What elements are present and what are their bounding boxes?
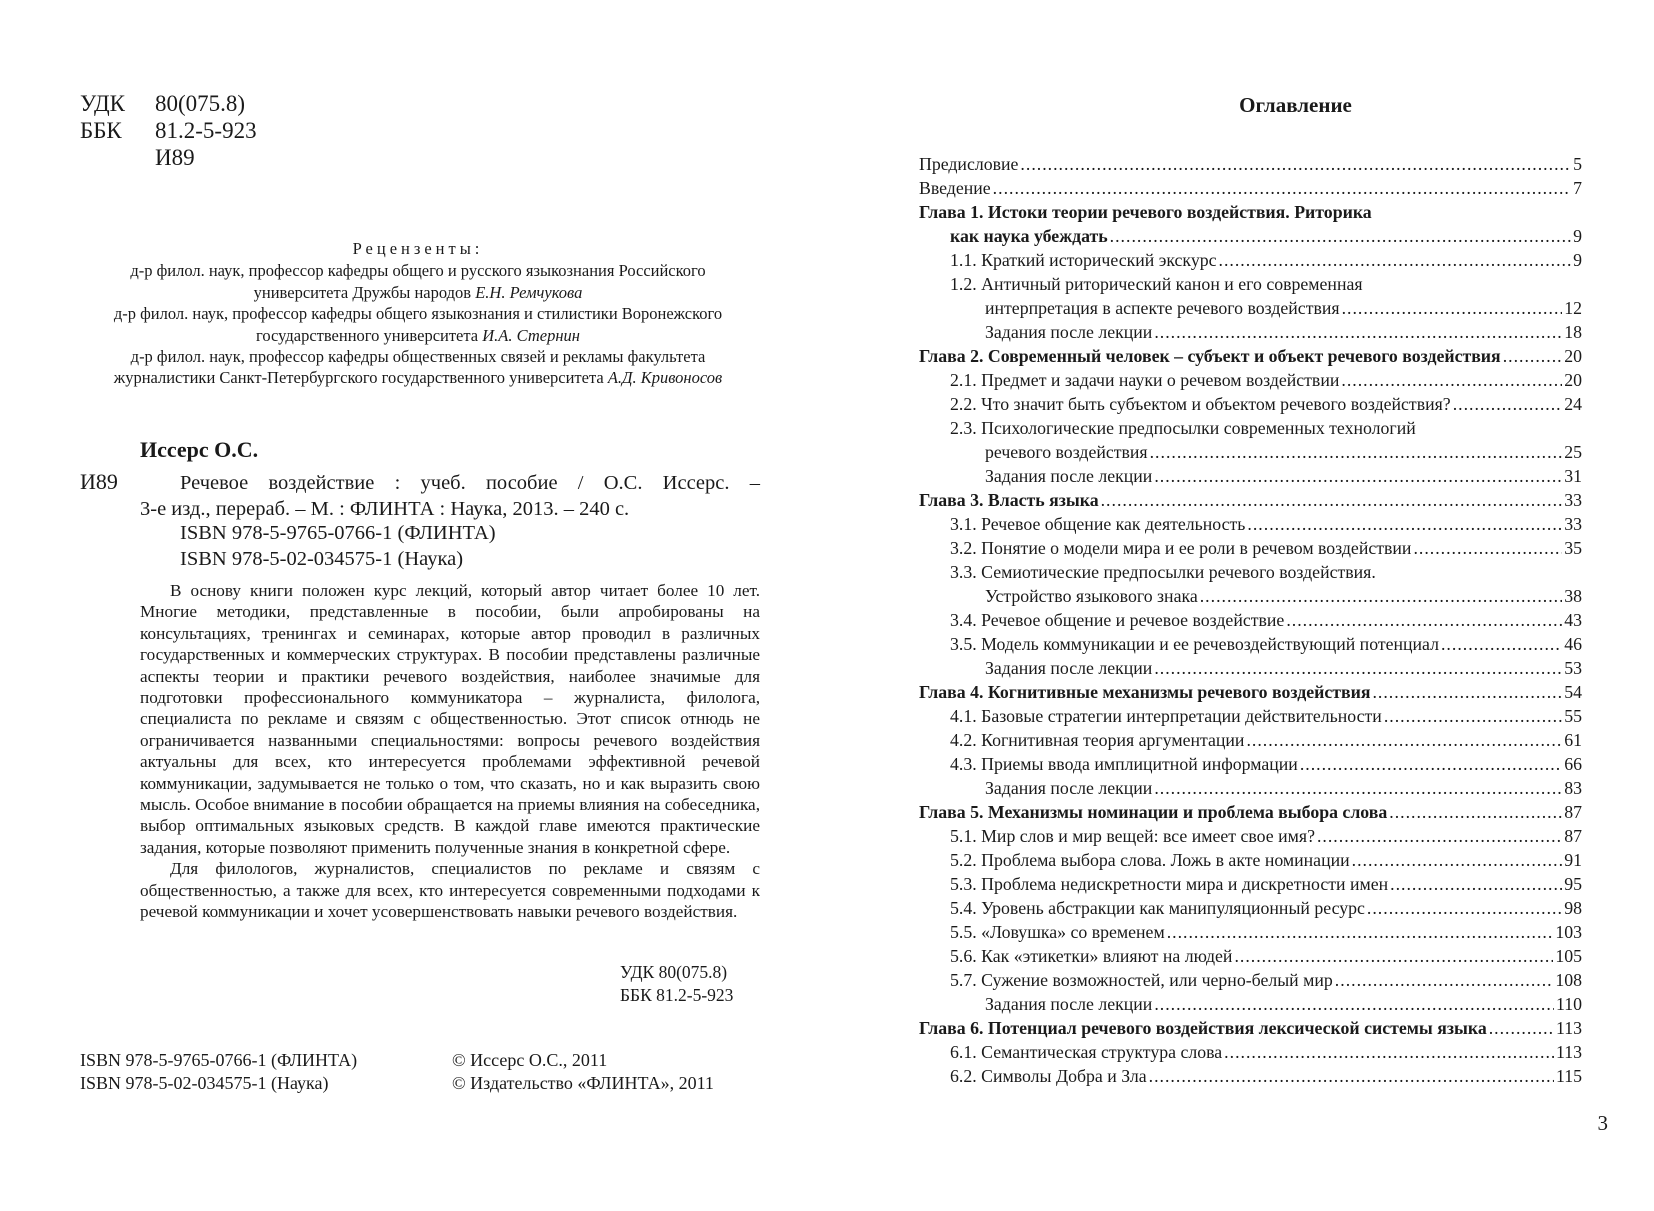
toc-entry[interactable] bbox=[919, 392, 1582, 416]
toc-entry-page: 12 bbox=[1564, 298, 1582, 318]
toc-leader-dots bbox=[1489, 1016, 1554, 1040]
toc-entry-page: 43 bbox=[1564, 610, 1582, 630]
toc-entry-page: 20 bbox=[1564, 346, 1582, 366]
toc-entry-title: Глава 6. Потенциал речевого воздействия лексической системы языка bbox=[919, 1018, 1487, 1038]
toc-leader-dots bbox=[1154, 464, 1562, 488]
toc-entry[interactable] bbox=[919, 200, 1582, 224]
toc-leader-dots bbox=[1154, 992, 1554, 1016]
toc-entry[interactable] bbox=[919, 416, 1582, 440]
reviewer-1-text: д-р филол. наук, профессор кафедры общего и русского языкознания Российского университета Дружбы народов bbox=[130, 261, 706, 302]
toc-leader-dots bbox=[1150, 440, 1563, 464]
toc-leader-dots bbox=[1167, 920, 1554, 944]
toc-entry[interactable] bbox=[919, 656, 1582, 680]
toc-entry-title: Задания после лекции bbox=[985, 658, 1153, 678]
toc-entry-title: 1.2. Античный риторический канон и его современная bbox=[950, 274, 1363, 294]
toc-leader-dots bbox=[1101, 488, 1563, 512]
toc-entry[interactable] bbox=[919, 488, 1582, 512]
abstract-paragraph-1: В основу книги положен курс лекций, который автор читает более 10 лет. Многие методики, представленные в пособии, были апробированы на консультациях, тренингах и семинарах, которые автор проводил в различных государственных и коммерческих структурах. В пособии представлены различные аспекты теории и практики речевого воздействия, наиболее значимые для подготовки профессионального коммуникатора – журналиста, филолога, специалиста по рекламе и связям с общественностью. Этот список отнюдь не ограничивается названными специальностями: вопросы речевого воздействия актуальны для всех, кто интересуется проблемами эффективной речевой коммуникации, задумывается не только о том, что сказать, но и как выразить свою мысль. Особое внимание в пособии обращается на приемы влияния на собеседника, выбор оптимальных языковых средств. В каждой главе имеются практические задания, которые позволяют применить полученные знания в конкретной сфере. bbox=[140, 581, 760, 857]
toc-entry-page: 33 bbox=[1564, 490, 1582, 510]
toc-entry-title: 5.6. Как «этикетки» влияют на людей bbox=[950, 946, 1233, 966]
author-mark: И89 bbox=[155, 145, 195, 170]
copyright-publisher: © Издательство «ФЛИНТА», 2011 bbox=[452, 1073, 714, 1093]
toc-leader-dots bbox=[1367, 896, 1562, 920]
toc-entry-page: 31 bbox=[1564, 466, 1582, 486]
toc-entry[interactable] bbox=[919, 440, 1582, 464]
toc-leader-dots bbox=[1154, 776, 1562, 800]
toc-entry[interactable] bbox=[919, 608, 1582, 632]
toc-entry[interactable] bbox=[919, 512, 1582, 536]
reviewer-3 bbox=[82, 346, 754, 389]
toc-entry-page: 9 bbox=[1573, 250, 1582, 270]
copyright-author: © Иссерс О.С., 2011 bbox=[452, 1050, 608, 1070]
toc-leader-dots bbox=[1154, 656, 1562, 680]
toc-entry-page: 66 bbox=[1564, 754, 1582, 774]
toc-entry[interactable] bbox=[919, 464, 1582, 488]
reviewer-2-text: д-р филол. наук, профессор кафедры общего языкознания и стилистики Воронежского государственного университета bbox=[113, 304, 723, 345]
right-page bbox=[827, 0, 1654, 1211]
toc-leader-dots bbox=[1149, 1064, 1554, 1088]
toc-entry-page: 25 bbox=[1564, 442, 1582, 462]
toc-entry-title: Устройство языкового знака bbox=[985, 586, 1198, 606]
toc-leader-dots bbox=[1020, 152, 1571, 176]
toc-entry-page: 115 bbox=[1555, 1066, 1582, 1086]
toc-entry-page: 55 bbox=[1564, 706, 1582, 726]
toc-entry-title: 5.5. «Ловушка» со временем bbox=[950, 922, 1165, 942]
toc-entry-page: 95 bbox=[1564, 874, 1582, 894]
toc-entry[interactable] bbox=[919, 632, 1582, 656]
toc-leader-dots bbox=[1503, 344, 1563, 368]
toc-entry-title: Глава 4. Когнитивные механизмы речевого воздействия bbox=[919, 682, 1371, 702]
reviewers-block bbox=[82, 238, 754, 389]
toc-entry-page: 18 bbox=[1564, 322, 1582, 342]
toc-entry-title: 6.1. Семантическая структура слова bbox=[950, 1042, 1223, 1062]
toc-leader-dots bbox=[1110, 224, 1571, 248]
udk-label: УДК bbox=[80, 91, 125, 116]
toc-entry-title: 5.3. Проблема недискретности мира и дискретности имен bbox=[950, 874, 1389, 894]
toc-entry-page: 53 bbox=[1564, 658, 1582, 678]
page-number: 3 bbox=[1597, 1111, 1608, 1135]
toc-entry-page: 38 bbox=[1564, 586, 1582, 606]
toc-entry-title: 3.5. Модель коммуникации и ее речевоздействующий потенциал bbox=[950, 634, 1439, 654]
toc-entry[interactable] bbox=[919, 680, 1582, 704]
toc-entry-page: 113 bbox=[1555, 1018, 1582, 1038]
toc-entry[interactable] bbox=[919, 704, 1582, 728]
toc-entry-title: 5.7. Сужение возможностей, или черно-белый мир bbox=[950, 970, 1333, 990]
toc-leader-dots bbox=[1389, 800, 1562, 824]
toc-entry-title: 2.1. Предмет и задачи науки о речевом воздействии bbox=[950, 370, 1340, 390]
toc-entry-title: Предисловие bbox=[919, 154, 1019, 174]
card-bibliographic-record bbox=[140, 470, 760, 522]
toc-leader-dots bbox=[1335, 968, 1554, 992]
toc-leader-dots bbox=[993, 176, 1571, 200]
toc-leader-dots bbox=[1219, 248, 1572, 272]
toc-leader-dots bbox=[1372, 680, 1562, 704]
toc-entry-page: 20 bbox=[1564, 370, 1582, 390]
toc-entry[interactable] bbox=[919, 992, 1582, 1016]
toc-leader-dots bbox=[1453, 392, 1563, 416]
toc-entry-title: как наука убеждать bbox=[950, 226, 1108, 246]
toc-entry[interactable] bbox=[919, 296, 1582, 320]
toc-entry-title: речевого воздействия bbox=[985, 442, 1148, 462]
toc-entry-page: 103 bbox=[1555, 922, 1582, 942]
toc-leader-dots bbox=[1317, 824, 1562, 848]
toc-entry-page: 110 bbox=[1555, 994, 1582, 1014]
toc-entry-page: 105 bbox=[1555, 946, 1582, 966]
toc-entry-title: Задания после лекции bbox=[985, 322, 1153, 342]
toc-leader-dots bbox=[1286, 608, 1562, 632]
toc-entry-title: 4.1. Базовые стратегии интерпретации действительности bbox=[950, 706, 1382, 726]
toc-leader-dots bbox=[1384, 704, 1562, 728]
reviewer-2 bbox=[82, 303, 754, 346]
udk-value: 80(075.8) bbox=[155, 91, 246, 116]
reviewers-heading: Рецензенты: bbox=[352, 239, 484, 258]
reviewer-2-name: И.А. Стернин bbox=[482, 325, 580, 345]
toc-entry[interactable] bbox=[919, 776, 1582, 800]
toc-entry[interactable] bbox=[919, 1040, 1582, 1064]
toc-entry[interactable] bbox=[919, 248, 1582, 272]
toc-entry[interactable] bbox=[919, 896, 1582, 920]
toc-entry[interactable] bbox=[919, 344, 1582, 368]
copyright-isbn bbox=[80, 1049, 357, 1095]
toc-leader-dots bbox=[1390, 872, 1562, 896]
toc-entry-title: 5.4. Уровень абстракции как манипуляционный ресурс bbox=[950, 898, 1365, 918]
card-author: Иссерс О.С. bbox=[140, 437, 259, 462]
toc-entry-page: 5 bbox=[1573, 154, 1582, 174]
toc-leader-dots bbox=[1246, 728, 1562, 752]
toc-entry-page: 54 bbox=[1564, 682, 1582, 702]
toc-entry-title: Задания после лекции bbox=[985, 994, 1153, 1014]
toc-entry-page: 24 bbox=[1564, 394, 1582, 414]
toc-entry-page: 83 bbox=[1564, 778, 1582, 798]
toc-leader-dots bbox=[1342, 296, 1563, 320]
toc-entry-page: 113 bbox=[1555, 1042, 1582, 1062]
toc-entry[interactable] bbox=[919, 800, 1582, 824]
bbk-value: 81.2-5-923 bbox=[155, 118, 257, 143]
toc-entry-page: 7 bbox=[1573, 178, 1582, 198]
toc-entry[interactable] bbox=[919, 824, 1582, 848]
toc-leader-dots bbox=[1200, 584, 1562, 608]
toc-entry-page: 91 bbox=[1564, 850, 1582, 870]
bottom-codes bbox=[620, 961, 733, 1007]
toc-entry[interactable] bbox=[919, 944, 1582, 968]
toc-entry-title: 5.2. Проблема выбора слова. Ложь в акте номинации bbox=[950, 850, 1350, 870]
card-code: И89 bbox=[80, 469, 118, 494]
classification-codes bbox=[80, 90, 257, 171]
toc-entry[interactable] bbox=[919, 872, 1582, 896]
bottom-udk: УДК 80(075.8) bbox=[620, 962, 728, 982]
table-of-contents bbox=[919, 152, 1582, 1088]
bbk-label: ББК bbox=[80, 118, 122, 143]
toc-entry[interactable] bbox=[919, 560, 1582, 584]
toc-entry-page: 87 bbox=[1564, 802, 1582, 822]
bib-line-2: 3-е изд., перераб. – М. : ФЛИНТА : Наука, 2013. – 240 с. bbox=[140, 498, 630, 520]
toc-entry[interactable] bbox=[919, 536, 1582, 560]
toc-entry-title: 4.3. Приемы ввода имплицитной информации bbox=[950, 754, 1298, 774]
toc-entry-title: 1.1. Краткий исторический экскурс bbox=[950, 250, 1217, 270]
bib-line-1: Речевое воздействие : учеб. пособие / О.С. Иссерс. – bbox=[180, 472, 760, 494]
toc-entry-page: 33 bbox=[1564, 514, 1582, 534]
toc-entry[interactable] bbox=[919, 320, 1582, 344]
toc-title: Оглавление bbox=[1239, 93, 1352, 117]
toc-entry-page: 61 bbox=[1564, 730, 1582, 750]
abstract bbox=[140, 580, 760, 923]
toc-leader-dots bbox=[1441, 632, 1562, 656]
toc-leader-dots bbox=[1234, 944, 1553, 968]
toc-entry-title: Глава 3. Власть языка bbox=[919, 490, 1099, 510]
toc-leader-dots bbox=[1247, 512, 1562, 536]
toc-entry-title: 3.1. Речевое общение как деятельность bbox=[950, 514, 1246, 534]
toc-entry[interactable] bbox=[919, 848, 1582, 872]
toc-entry-title: Глава 1. Истоки теории речевого воздействия. Риторика bbox=[919, 202, 1372, 222]
reviewer-3-name: А.Д. Кривоносов bbox=[607, 368, 723, 388]
toc-leader-dots bbox=[1352, 848, 1563, 872]
toc-entry-title: Введение bbox=[919, 178, 991, 198]
copyright-isbn-1: ISBN 978-5-9765-0766-1 (ФЛИНТА) bbox=[80, 1050, 358, 1070]
toc-entry-title: интерпретация в аспекте речевого воздействия bbox=[985, 298, 1340, 318]
toc-entry-title: 2.3. Психологические предпосылки современных технологий bbox=[950, 418, 1416, 438]
toc-entry-title: Задания после лекции bbox=[985, 778, 1153, 798]
toc-leader-dots bbox=[1341, 368, 1562, 392]
toc-entry-title: 3.2. Понятие о модели мира и ее роли в речевом воздействии bbox=[950, 538, 1412, 558]
toc-entry-page: 35 bbox=[1564, 538, 1582, 558]
toc-entry[interactable] bbox=[919, 1016, 1582, 1040]
copyright-isbn-2: ISBN 978-5-02-034575-1 (Наука) bbox=[80, 1073, 329, 1093]
toc-entry[interactable] bbox=[919, 1064, 1582, 1088]
toc-entry[interactable] bbox=[919, 272, 1582, 296]
reviewer-1 bbox=[82, 260, 754, 303]
bottom-bbk: ББК 81.2-5-923 bbox=[620, 985, 734, 1005]
toc-entry-title: 5.1. Мир слов и мир вещей: все имеет свое имя? bbox=[950, 826, 1315, 846]
toc-entry-title: 3.3. Семиотические предпосылки речевого воздействия. bbox=[950, 562, 1376, 582]
toc-entry[interactable] bbox=[919, 968, 1582, 992]
card-isbn-1: ISBN 978-5-9765-0766-1 (ФЛИНТА) bbox=[180, 522, 496, 544]
toc-entry-page: 46 bbox=[1564, 634, 1582, 654]
toc-entry-page: 9 bbox=[1573, 226, 1582, 246]
toc-entry[interactable] bbox=[919, 584, 1582, 608]
reviewer-3-text: д-р филол. наук, профессор кафедры общественных связей и рекламы факультета журналистики Санкт-Петербургского государственного университета bbox=[113, 347, 706, 388]
toc-entry-title: 4.2. Когнитивная теория аргументации bbox=[950, 730, 1245, 750]
toc-entry-title: Задания после лекции bbox=[985, 466, 1153, 486]
toc-entry[interactable] bbox=[919, 920, 1582, 944]
toc-entry-page: 108 bbox=[1555, 970, 1582, 990]
toc-entry-page: 98 bbox=[1564, 898, 1582, 918]
toc-entry[interactable] bbox=[919, 368, 1582, 392]
toc-leader-dots bbox=[1154, 320, 1562, 344]
toc-entry-title: 6.2. Символы Добра и Зла bbox=[950, 1066, 1147, 1086]
toc-leader-dots bbox=[1413, 536, 1562, 560]
toc-entry-page: 87 bbox=[1564, 826, 1582, 846]
toc-entry-title: Глава 2. Современный человек – субъект и объект речевого воздействия bbox=[919, 346, 1501, 366]
toc-leader-dots bbox=[1224, 1040, 1554, 1064]
abstract-paragraph-2: Для филологов, журналистов, специалистов по рекламе и связям с общественностью, а также для всех, кто интересуется современными подходами к речевой коммуникации и хочет усовершенствовать навыки речевого воздействия. bbox=[140, 859, 760, 922]
toc-entry-title: 3.4. Речевое общение и речевое воздействие bbox=[950, 610, 1285, 630]
reviewer-1-name: Е.Н. Ремчукова bbox=[475, 282, 583, 302]
toc-entry[interactable] bbox=[919, 752, 1582, 776]
copyright-notices bbox=[452, 1049, 714, 1095]
toc-leader-dots bbox=[1300, 752, 1562, 776]
toc-entry[interactable] bbox=[919, 224, 1582, 248]
toc-entry[interactable] bbox=[919, 728, 1582, 752]
toc-entry-title: Глава 5. Механизмы номинации и проблема выбора слова bbox=[919, 802, 1388, 822]
toc-entry[interactable] bbox=[919, 152, 1582, 176]
toc-entry[interactable] bbox=[919, 176, 1582, 200]
toc-entry-title: 2.2. Что значит быть субъектом и объектом речевого воздействия? bbox=[950, 394, 1451, 414]
card-isbn-2: ISBN 978-5-02-034575-1 (Наука) bbox=[180, 548, 464, 570]
